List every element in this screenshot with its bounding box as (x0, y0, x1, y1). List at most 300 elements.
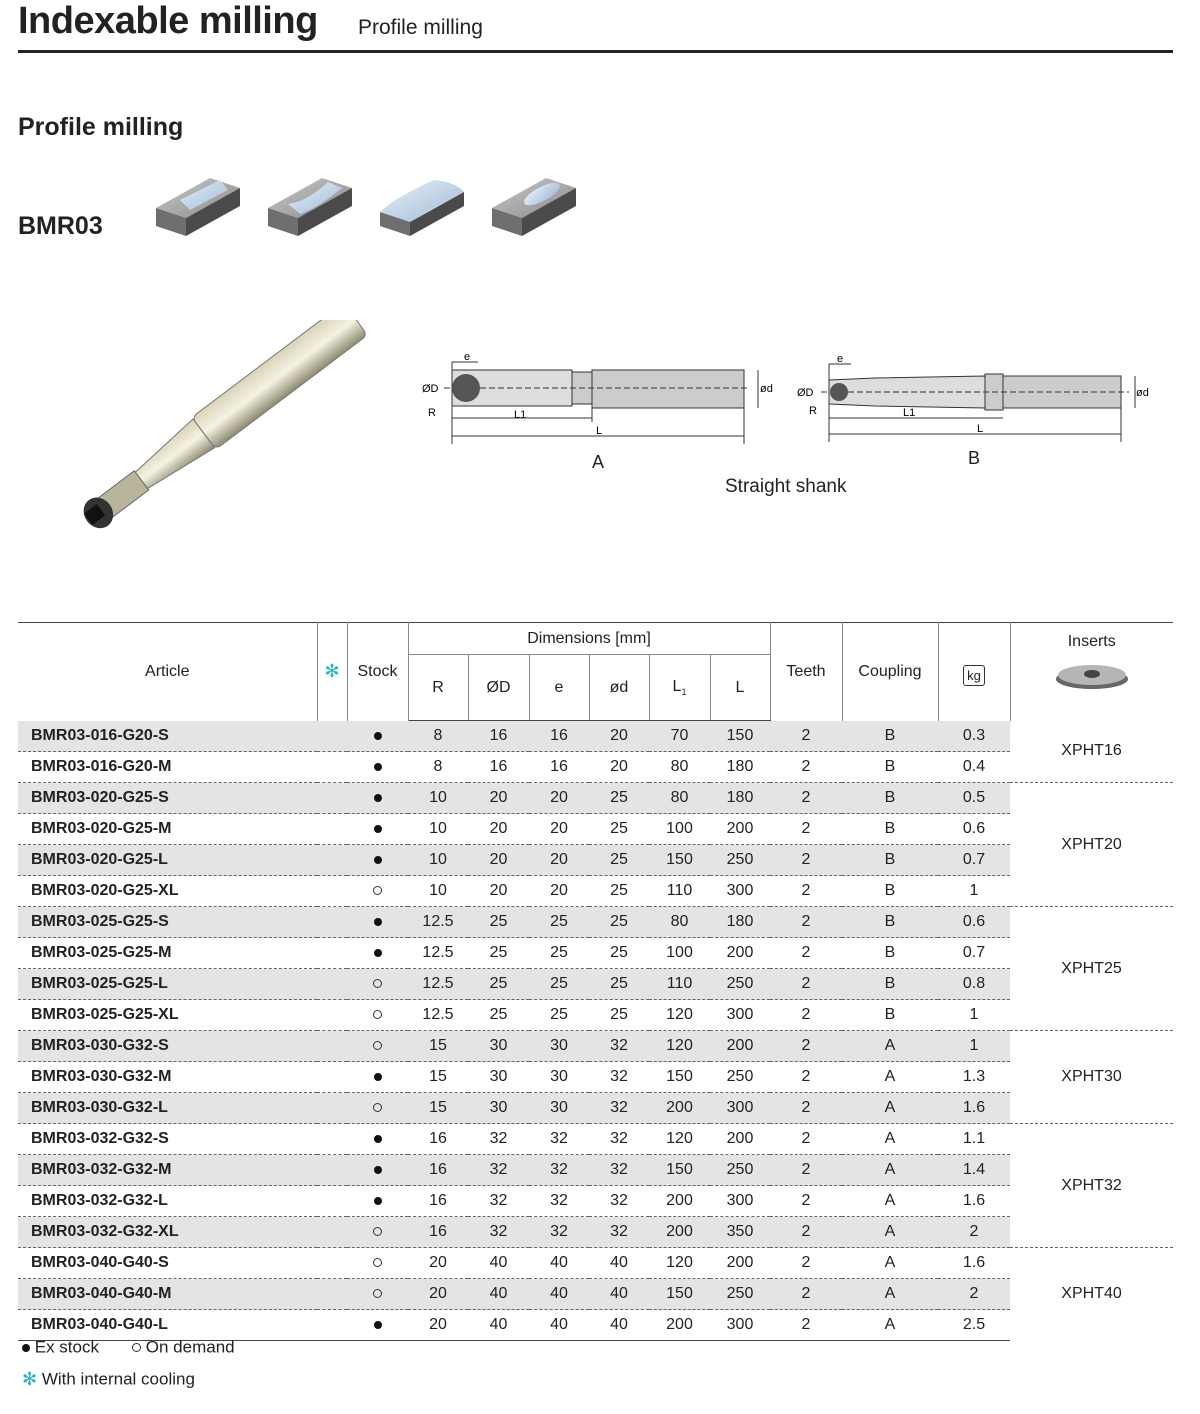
dim-L-b: L (977, 423, 984, 435)
r-cell: 12.5 (408, 907, 468, 938)
article-cell: BMR03-016-G20-S (18, 721, 317, 752)
dim-L: L (596, 425, 603, 437)
e-cell: 32 (529, 1217, 589, 1248)
e-cell: 30 (529, 1031, 589, 1062)
table-row (18, 721, 1173, 752)
teeth-cell: 2 (770, 1062, 842, 1093)
page-title: Indexable milling (18, 0, 318, 42)
r-cell: 10 (408, 814, 468, 845)
coupling-cell: A (842, 1031, 938, 1062)
dim-e-b: e (837, 353, 844, 365)
d-shank-cell: 25 (589, 1000, 649, 1031)
l-cell: 250 (710, 1279, 770, 1310)
insert-cell: XPHT32 (1010, 1124, 1173, 1248)
table-row (18, 1124, 1173, 1155)
ex-stock-dot-icon (374, 856, 382, 864)
cooling-cell (317, 1186, 347, 1217)
e-cell: 25 (529, 938, 589, 969)
teeth-cell: 2 (770, 907, 842, 938)
article-cell: BMR03-020-G25-S (18, 783, 317, 814)
insert-cell: XPHT25 (1010, 907, 1173, 1031)
e-cell: 20 (529, 814, 589, 845)
d-outer-cell: 20 (468, 876, 529, 907)
d-shank-cell: 32 (589, 1217, 649, 1248)
l1-cell: 120 (649, 1000, 710, 1031)
l-cell: 300 (710, 1093, 770, 1124)
article-cell: BMR03-020-G25-XL (18, 876, 317, 907)
coupling-cell: B (842, 1000, 938, 1031)
r-cell: 15 (408, 1031, 468, 1062)
weight-cell: 1.3 (938, 1062, 1010, 1093)
l-cell: 250 (710, 969, 770, 1000)
d-shank-cell: 20 (589, 752, 649, 783)
table-row (18, 1062, 1173, 1093)
d-outer-cell: 25 (468, 907, 529, 938)
teeth-cell: 2 (770, 1279, 842, 1310)
cooling-cell (317, 721, 347, 752)
coupling-cell: A (842, 1186, 938, 1217)
e-cell: 40 (529, 1310, 589, 1341)
insert-cell: XPHT40 (1010, 1248, 1173, 1341)
l1-cell: 110 (649, 876, 710, 907)
weight-cell: 1 (938, 876, 1010, 907)
on-demand-dot-icon (373, 886, 382, 895)
stock-cell (347, 1031, 408, 1062)
table-row (18, 814, 1173, 845)
table-row (18, 1279, 1173, 1310)
cooling-cell (317, 1062, 347, 1093)
article-cell: BMR03-040-G40-M (18, 1279, 317, 1310)
stock-legend (22, 1337, 235, 1358)
dim-D-b: ØD (797, 387, 814, 399)
table-row (18, 969, 1173, 1000)
col-cooling (317, 623, 347, 721)
col-L1: $L_1$ (649, 655, 710, 721)
dim-R: R (428, 407, 436, 419)
d-shank-cell: 40 (589, 1279, 649, 1310)
l1-cell: 100 (649, 814, 710, 845)
cooling-cell (317, 845, 347, 876)
l-cell: 300 (710, 1186, 770, 1217)
section-title: Profile milling (18, 113, 184, 141)
d-shank-cell: 32 (589, 1062, 649, 1093)
groove-profile-icon (268, 178, 352, 236)
e-cell: 40 (529, 1279, 589, 1310)
e-cell: 32 (529, 1124, 589, 1155)
r-cell: 16 (408, 1124, 468, 1155)
col-weight (938, 623, 1010, 721)
col-d: ød (589, 655, 649, 721)
drawing-type-a (420, 348, 780, 448)
coupling-cell: A (842, 1093, 938, 1124)
on-demand-label: On demand (145, 1337, 235, 1357)
l1-cell: 120 (649, 1248, 710, 1279)
r-cell: 10 (408, 783, 468, 814)
e-cell: 30 (529, 1062, 589, 1093)
l1-cell: 120 (649, 1124, 710, 1155)
ex-stock-dot-icon (374, 1197, 382, 1205)
coupling-cell: B (842, 969, 938, 1000)
d-outer-cell: 32 (468, 1155, 529, 1186)
d-outer-cell: 32 (468, 1124, 529, 1155)
weight-cell: 0.7 (938, 938, 1010, 969)
table-row (18, 938, 1173, 969)
dim-R-b: R (809, 405, 817, 417)
stock-cell (347, 814, 408, 845)
on-demand-dot-icon (373, 1041, 382, 1050)
coupling-cell: A (842, 1310, 938, 1341)
l-cell: 350 (710, 1217, 770, 1248)
r-cell: 10 (408, 876, 468, 907)
teeth-cell: 2 (770, 721, 842, 752)
stock-cell (347, 1000, 408, 1031)
page-header (18, 0, 1173, 53)
ex-stock-dot-icon (374, 1166, 382, 1174)
d-outer-cell: 40 (468, 1248, 529, 1279)
teeth-cell: 2 (770, 783, 842, 814)
r-cell: 10 (408, 845, 468, 876)
article-cell: BMR03-016-G20-M (18, 752, 317, 783)
l-cell: 180 (710, 752, 770, 783)
series-name: BMR03 (18, 212, 103, 240)
d-shank-cell: 25 (589, 969, 649, 1000)
d-shank-cell: 25 (589, 845, 649, 876)
l1-cell: 80 (649, 783, 710, 814)
e-cell: 20 (529, 876, 589, 907)
cooling-cell (317, 938, 347, 969)
d-shank-cell: 25 (589, 938, 649, 969)
d-outer-cell: 25 (468, 938, 529, 969)
stock-cell (347, 1279, 408, 1310)
l1-cell: 200 (649, 1217, 710, 1248)
cooling-cell (317, 969, 347, 1000)
cooling-cell (317, 1000, 347, 1031)
d-shank-cell: 32 (589, 1186, 649, 1217)
coupling-cell: A (842, 1217, 938, 1248)
stock-cell (347, 752, 408, 783)
convex-profile-icon (380, 180, 464, 236)
insert-icon (1052, 657, 1132, 693)
drawing-a-label: A (592, 452, 605, 472)
article-cell: BMR03-020-G25-M (18, 814, 317, 845)
cooling-label: With internal cooling (41, 1369, 195, 1389)
teeth-cell: 2 (770, 1155, 842, 1186)
r-cell: 16 (408, 1217, 468, 1248)
article-cell: BMR03-020-G25-L (18, 845, 317, 876)
d-shank-cell: 32 (589, 1124, 649, 1155)
table-row (18, 752, 1173, 783)
d-outer-cell: 40 (468, 1310, 529, 1341)
weight-cell: 1 (938, 1031, 1010, 1062)
article-cell: BMR03-032-G32-S (18, 1124, 317, 1155)
l-cell: 150 (710, 721, 770, 752)
coupling-cell: B (842, 752, 938, 783)
teeth-cell: 2 (770, 1124, 842, 1155)
weight-unit: kg (967, 668, 981, 684)
teeth-cell: 2 (770, 814, 842, 845)
page-subtitle: Profile milling (358, 16, 483, 39)
ex-stock-dot-icon (374, 794, 382, 802)
col-R: R (408, 655, 468, 721)
e-cell: 25 (529, 969, 589, 1000)
l-cell: 250 (710, 1062, 770, 1093)
snowflake-icon: ✻ (22, 1369, 38, 1390)
l1-cell: 200 (649, 1310, 710, 1341)
dim-D: ØD (422, 383, 439, 395)
cooling-cell (317, 907, 347, 938)
r-cell: 16 (408, 1155, 468, 1186)
weight-cell: 2.5 (938, 1310, 1010, 1341)
drawing-b-label: B (968, 448, 981, 468)
l1-cell: 200 (649, 1093, 710, 1124)
article-cell: BMR03-025-G25-XL (18, 1000, 317, 1031)
teeth-cell: 2 (770, 1248, 842, 1279)
e-cell: 32 (529, 1186, 589, 1217)
col-dimensions: Dimensions [mm] (408, 623, 770, 655)
weight-cell: 1.1 (938, 1124, 1010, 1155)
dim-d: ød (760, 383, 773, 395)
stock-cell (347, 969, 408, 1000)
weight-cell: 2 (938, 1217, 1010, 1248)
teeth-cell: 2 (770, 969, 842, 1000)
l1-cell: 70 (649, 721, 710, 752)
d-outer-cell: 30 (468, 1031, 529, 1062)
r-cell: 15 (408, 1093, 468, 1124)
r-cell: 20 (408, 1279, 468, 1310)
table-row (18, 876, 1173, 907)
coupling-cell: A (842, 1062, 938, 1093)
stock-cell (347, 1155, 408, 1186)
insert-cell: XPHT30 (1010, 1031, 1173, 1124)
r-cell: 8 (408, 752, 468, 783)
weight-cell: 2 (938, 1279, 1010, 1310)
stock-cell (347, 845, 408, 876)
article-cell: BMR03-030-G32-S (18, 1031, 317, 1062)
on-demand-dot-icon (373, 1227, 382, 1236)
stock-cell (347, 876, 408, 907)
e-cell: 16 (529, 721, 589, 752)
article-cell: BMR03-040-G40-L (18, 1310, 317, 1341)
stock-cell (347, 1310, 408, 1341)
l-cell: 180 (710, 783, 770, 814)
r-cell: 20 (408, 1248, 468, 1279)
d-outer-cell: 25 (468, 969, 529, 1000)
cooling-cell (317, 1155, 347, 1186)
teeth-cell: 2 (770, 1031, 842, 1062)
weight-cell: 0.6 (938, 907, 1010, 938)
teeth-cell: 2 (770, 1217, 842, 1248)
d-shank-cell: 40 (589, 1248, 649, 1279)
l-cell: 180 (710, 907, 770, 938)
shoulder-profile-icon (156, 178, 240, 236)
ex-stock-dot-icon (22, 1344, 30, 1352)
r-cell: 12.5 (408, 969, 468, 1000)
stock-cell (347, 1248, 408, 1279)
d-outer-cell: 20 (468, 783, 529, 814)
d-shank-cell: 20 (589, 721, 649, 752)
table-row (18, 1000, 1173, 1031)
col-coupling: Coupling (842, 623, 938, 721)
application-shapes (150, 168, 590, 248)
article-cell: BMR03-025-G25-M (18, 938, 317, 969)
weight-cell: 0.3 (938, 721, 1010, 752)
r-cell: 20 (408, 1310, 468, 1341)
d-outer-cell: 32 (468, 1186, 529, 1217)
coupling-cell: B (842, 814, 938, 845)
table-row (18, 845, 1173, 876)
weight-cell: 0.5 (938, 783, 1010, 814)
stock-cell (347, 907, 408, 938)
l1-cell: 80 (649, 752, 710, 783)
pocket-profile-icon (492, 178, 576, 236)
ex-stock-dot-icon (374, 918, 382, 926)
cooling-cell (317, 1031, 347, 1062)
d-shank-cell: 25 (589, 907, 649, 938)
l-cell: 200 (710, 938, 770, 969)
d-outer-cell: 30 (468, 1093, 529, 1124)
r-cell: 15 (408, 1062, 468, 1093)
l1-cell: 80 (649, 907, 710, 938)
on-demand-dot-icon (373, 1103, 382, 1112)
col-inserts (1010, 623, 1173, 721)
l-cell: 250 (710, 1155, 770, 1186)
d-outer-cell: 20 (468, 845, 529, 876)
l1-cell: 150 (649, 845, 710, 876)
d-outer-cell: 40 (468, 1279, 529, 1310)
d-shank-cell: 25 (589, 783, 649, 814)
stock-cell (347, 1217, 408, 1248)
teeth-cell: 2 (770, 752, 842, 783)
ex-stock-dot-icon (374, 1321, 382, 1329)
teeth-cell: 2 (770, 938, 842, 969)
weight-cell: 0.7 (938, 845, 1010, 876)
coupling-cell: B (842, 721, 938, 752)
d-outer-cell: 16 (468, 721, 529, 752)
e-cell: 32 (529, 1155, 589, 1186)
article-cell: BMR03-025-G25-S (18, 907, 317, 938)
coupling-cell: B (842, 783, 938, 814)
l1-cell: 200 (649, 1186, 710, 1217)
d-outer-cell: 25 (468, 1000, 529, 1031)
l1-cell: 150 (649, 1062, 710, 1093)
ex-stock-dot-icon (374, 732, 382, 740)
article-cell: BMR03-030-G32-L (18, 1093, 317, 1124)
e-cell: 25 (529, 907, 589, 938)
stock-cell (347, 1186, 408, 1217)
r-cell: 16 (408, 1186, 468, 1217)
article-cell: BMR03-032-G32-L (18, 1186, 317, 1217)
l1-cell: 100 (649, 938, 710, 969)
teeth-cell: 2 (770, 845, 842, 876)
coupling-cell: B (842, 876, 938, 907)
col-D: ØD (468, 655, 529, 721)
article-cell: BMR03-040-G40-S (18, 1248, 317, 1279)
dim-L1-b: L1 (903, 407, 916, 419)
table-row (18, 1155, 1173, 1186)
dim-d-b: ød (1136, 387, 1149, 399)
on-demand-dot-icon (373, 1010, 382, 1019)
cooling-cell (317, 1093, 347, 1124)
inserts-label: Inserts (1067, 633, 1116, 650)
on-demand-dot-icon (373, 1258, 382, 1267)
l1-cell: 150 (649, 1279, 710, 1310)
cooling-cell (317, 1279, 347, 1310)
weight-icon (963, 665, 985, 686)
article-cell: BMR03-025-G25-L (18, 969, 317, 1000)
e-cell: 25 (529, 1000, 589, 1031)
stock-cell (347, 783, 408, 814)
coupling-cell: B (842, 845, 938, 876)
weight-cell: 0.8 (938, 969, 1010, 1000)
d-shank-cell: 32 (589, 1093, 649, 1124)
weight-cell: 1.4 (938, 1155, 1010, 1186)
col-stock: Stock (347, 623, 408, 721)
coupling-cell: A (842, 1279, 938, 1310)
dim-e: e (464, 351, 471, 363)
cooling-cell (317, 814, 347, 845)
ex-stock-dot-icon (374, 763, 382, 771)
table-row (18, 1031, 1173, 1062)
coupling-cell: A (842, 1248, 938, 1279)
e-cell: 30 (529, 1093, 589, 1124)
article-cell: BMR03-032-G32-XL (18, 1217, 317, 1248)
weight-cell: 1.6 (938, 1093, 1010, 1124)
col-teeth: Teeth (770, 623, 842, 721)
r-cell: 12.5 (408, 1000, 468, 1031)
shank-type-label: Straight shank (725, 476, 847, 497)
ex-stock-label: Ex stock (34, 1337, 99, 1357)
table-row (18, 1186, 1173, 1217)
e-cell: 20 (529, 783, 589, 814)
l-cell: 300 (710, 876, 770, 907)
l1-cell: 110 (649, 969, 710, 1000)
cooling-cell (317, 752, 347, 783)
d-shank-cell: 40 (589, 1310, 649, 1341)
d-outer-cell: 16 (468, 752, 529, 783)
on-demand-dot-icon (132, 1343, 141, 1352)
coupling-cell: B (842, 907, 938, 938)
tool-photo (40, 320, 380, 530)
e-cell: 40 (529, 1248, 589, 1279)
spec-table (18, 622, 1173, 1341)
table-row (18, 783, 1173, 814)
coupling-cell: A (842, 1124, 938, 1155)
d-shank-cell: 32 (589, 1031, 649, 1062)
d-outer-cell: 32 (468, 1217, 529, 1248)
snowflake-icon: ✻ (324, 661, 340, 682)
l-cell: 200 (710, 1124, 770, 1155)
ex-stock-dot-icon (374, 825, 382, 833)
weight-cell: 0.4 (938, 752, 1010, 783)
cooling-cell (317, 783, 347, 814)
col-e: e (529, 655, 589, 721)
l-cell: 200 (710, 814, 770, 845)
stock-cell (347, 938, 408, 969)
ex-stock-dot-icon (374, 1073, 382, 1081)
article-cell: BMR03-032-G32-M (18, 1155, 317, 1186)
col-L: L (710, 655, 770, 721)
weight-cell: 1.6 (938, 1248, 1010, 1279)
cooling-legend (22, 1369, 195, 1390)
stock-cell (347, 721, 408, 752)
r-cell: 12.5 (408, 938, 468, 969)
l1-cell: 150 (649, 1155, 710, 1186)
ex-stock-dot-icon (374, 1135, 382, 1143)
teeth-cell: 2 (770, 1000, 842, 1031)
on-demand-dot-icon (373, 979, 382, 988)
stock-cell (347, 1062, 408, 1093)
d-shank-cell: 25 (589, 814, 649, 845)
